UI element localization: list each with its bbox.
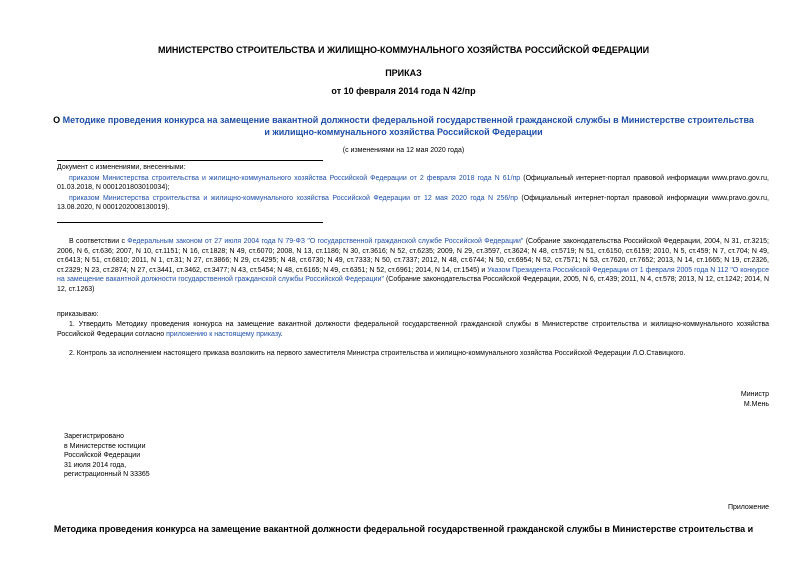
divider-top: [57, 160, 323, 161]
change-item-text: (Официальный интернет-портал правовой информации www.pravo.gov.ru, 13.08.2020, N 0001202008130019).: [57, 194, 770, 211]
ministry-name: МИНИСТЕРСТВО СТРОИТЕЛЬСТВА И ЖИЛИЩНО-КОММУНАЛЬНОГО ХОЗЯЙСТВА РОССИЙСКОЙ ФЕДЕРАЦИИ: [157, 45, 650, 55]
point-1: [57, 320, 769, 339]
title-prefix: О: [53, 115, 63, 125]
registration-line: регистрационный N 33365: [64, 471, 150, 478]
change-item-text: (Официальный интернет-портал правовой информации www.pravo.gov.ru, 01.03.2018, N 0001201803010034);: [57, 174, 769, 191]
registration-line: 31 июля 2014 года,: [64, 461, 127, 469]
changes-heading: Документ с изменениями, внесенными:: [57, 164, 186, 171]
signature-block: [741, 390, 769, 409]
change-item: [57, 194, 769, 213]
point-1-end: .: [280, 330, 283, 338]
preamble-paragraph: [57, 237, 769, 294]
document-date-number: от 10 февраля 2014 года N 42/пр: [331, 86, 476, 96]
change-item-link[interactable]: приказом Министерства строительства и жилищно-коммунального хозяйства Российской Федерации от 12 мая 2020 года N 256/пр: [69, 194, 518, 202]
point-1-text: 1. Утвердить Методику проведения конкурса на замещение вакантной должности федеральной государственной гражданской службы в Министерстве строительства и жилищно-коммунального хозяйства Российской Федерации согласно: [57, 321, 769, 338]
federal-law-link[interactable]: Федеральным законом от 27 июля 2004 года N 79-ФЗ "О государственной гражданской службе Российской Федерации": [127, 238, 524, 245]
registration-line: Зарегистрировано: [64, 433, 124, 440]
point-2: 2. Контроль за исполнением настоящего приказа возложить на первого заместителя Министра строительства и жилищно-коммунального хозяйства Российской Федерации Л.О.Ставицкого.: [69, 350, 686, 357]
preamble-text-3: (Собрание законодательства Российской Федерации, 2005, N 6, ст.439; 2011, N 4, ст.578; 2013, N 12, ст.1242; 2014, N 12, ст.1263): [57, 276, 769, 293]
registration-line: в Министерстве юстиции: [64, 442, 146, 450]
signature-name: М.Мень: [743, 400, 769, 408]
document-type: ПРИКАЗ: [385, 68, 422, 78]
registration-line: Российской Федерации: [64, 452, 141, 459]
preamble-text-1: В соответствии с: [69, 238, 128, 245]
title-link[interactable]: Методике проведения конкурса на замещение вакантной должности федеральной государственной гражданской службы в Министерстве строительства и жилищно-коммунального хозяйства Российской Федерации: [62, 115, 754, 137]
change-item: [57, 174, 769, 193]
preamble-text-2: (Собрание законодательства Российской Федерации, 2004, N 31, ст.3215; 2006, N 6, ст.636; 2007, N 10, ст.1151; N 16, ст.1828; N 49, ст.6070; 2008, N 13, ст.1186; N 30, ст.3616; N 52, ст.6235; 2009, N 29, ст.3597, ст.3624; N 48, ст.5719; N 51, ст.6150, ст.6159; 2010, N 5, ст.459; N 7, ст.704; N 49, ст.6413; N 51, ст.6810; 2011, N 1, ст.31; N 27, ст.3866; N 29, ст.4295; N 48, ст.6730; N 49, ст.7333; N 50, ст.7337; 2012, N 48, ст.6744; N 50, ст.6954; N 52, ст.7571; N 53, ст.7620, ст.7652; 2013, N 14, ст.1665; N 19, ст.2326, ст.2329; N 23, ст.2874; N 27, ст.3441, ст.3462, ст.3477; N 43, ст.5454; N 48, ст.6165; N 49, ст.6351; N 52, ст.6961; 2014, N 14, ст.1545) и: [57, 238, 769, 274]
order-word: приказываю:: [57, 311, 99, 318]
appendix-label: Приложение: [727, 504, 769, 511]
presidential-decree-link[interactable]: Указом Президента Российской Федерации от 1 февраля 2005 года N 112 "О конкурсе на замещение вакантной должности государственной гражданской службы Российской Федерации": [57, 266, 769, 283]
document-title: [50, 114, 757, 138]
amendments-note: (с изменениями на 12 мая 2020 года): [342, 147, 465, 154]
signature-position: Министр: [740, 391, 769, 398]
divider-bottom: [57, 222, 323, 223]
appendix-link[interactable]: приложению к настоящему приказу: [166, 330, 281, 338]
change-item-link[interactable]: приказом Министерства строительства и жилищно-коммунального хозяйства Российской Федерации от 2 февраля 2018 года N 61/пр: [69, 174, 521, 182]
changes-block: [57, 163, 769, 213]
appendix-title: Методика проведения конкурса на замещение вакантной должности федеральной государственной гражданской службы в Министерстве строительства и: [53, 524, 754, 534]
registration-block: [64, 432, 150, 480]
